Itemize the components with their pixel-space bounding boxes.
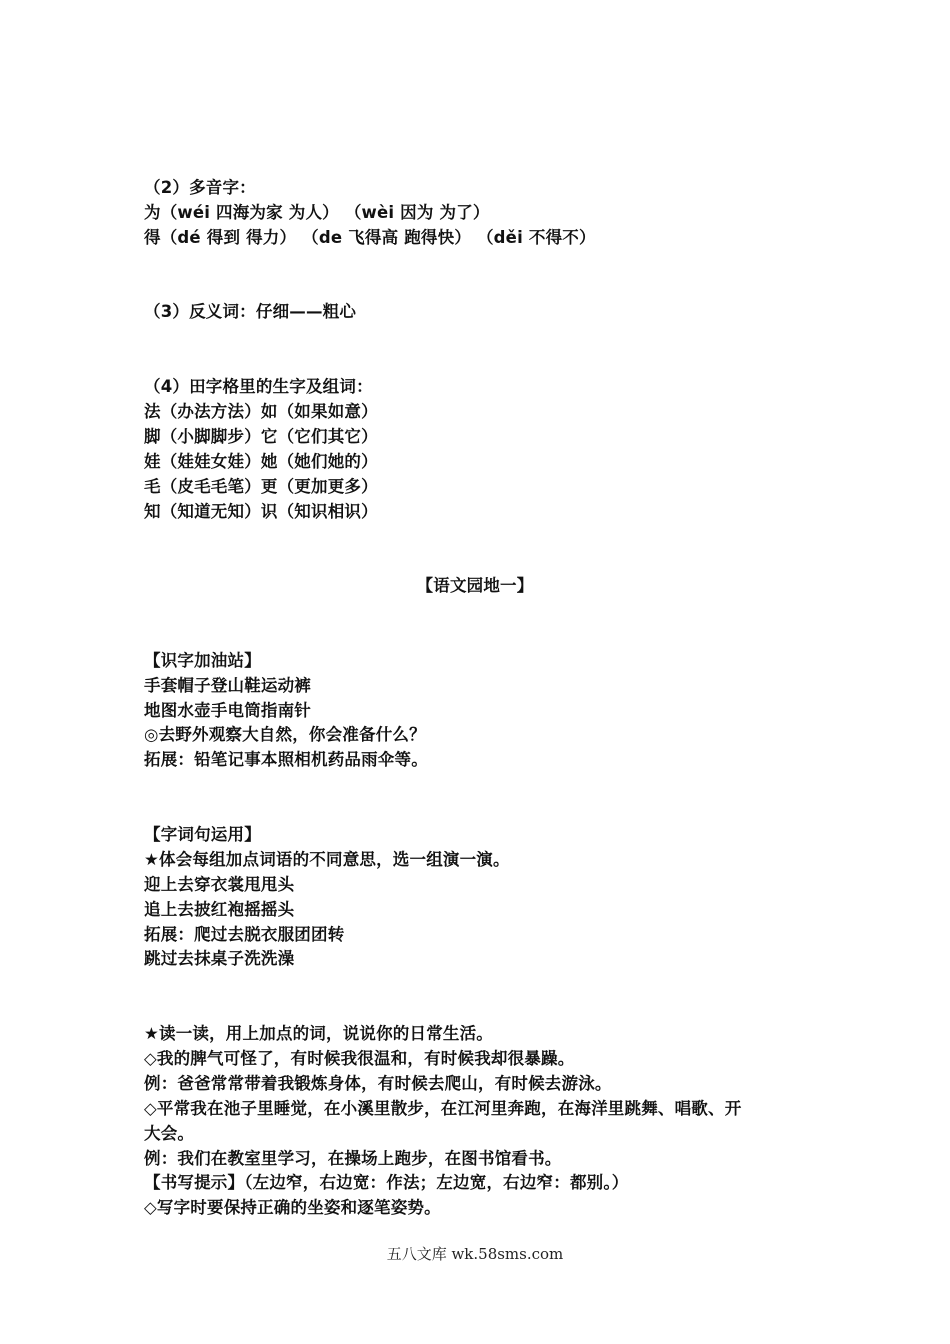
footer-watermark: 五八文库 wk.58sms.com: [386, 1245, 564, 1263]
new-characters-line: 法（办法方法）如（如果如意）: [144, 402, 378, 421]
literacy-line: 拓展：铅笔记事本照相机药品雨伞等。: [144, 750, 428, 769]
garden-title: 【语文园地一】: [416, 576, 534, 595]
literacy-line: 手套帽子登山鞋运动裤: [144, 676, 311, 695]
new-characters-line: 娃（娃娃女娃）她（她们她的）: [144, 452, 378, 471]
new-characters-line: 脚（小脚脚步）它（它们其它）: [144, 427, 378, 446]
literacy-line: ◎去野外观察大自然，你会准备什么？: [144, 725, 426, 744]
reading-line: ◇平常我在池子里睡觉，在小溪里散步，在江河里奔跑，在海洋里跳舞、唱歌、开: [144, 1099, 742, 1118]
reading-line: ◇写字时要保持正确的坐姿和逐笔姿势。: [144, 1198, 441, 1217]
antonym-heading: （3）反义词：仔细——粗心: [144, 302, 357, 321]
literacy-heading: 【识字加油站】: [144, 651, 261, 670]
writing-tip: 【书写提示】（左边窄，右边宽：作法；左边宽，右边窄：都别。）: [144, 1173, 629, 1192]
reading-line: 例：我们在教室里学习，在操场上跑步，在图书馆看书。: [144, 1149, 562, 1168]
reading-line: 例：爸爸常常带着我锻炼身体，有时候去爬山，有时候去游泳。: [144, 1074, 612, 1093]
reading-line: ★读一读，用上加点的词，说说你的日常生活。: [144, 1024, 493, 1043]
polyphonic-line-wei: 为（wéi 四海为家 为人） （wèi 因为 为了）: [144, 203, 490, 222]
literacy-line: 地图水壶手电筒指南针: [144, 701, 311, 720]
usage-heading: 【字词句运用】: [144, 825, 261, 844]
usage-line: 跳过去抹桌子洗洗澡: [144, 949, 295, 968]
usage-line: 追上去披红袍摇摇头: [144, 900, 295, 919]
polyphonic-line-de: 得（dé 得到 得力） （de 飞得高 跑得快） （děi 不得不）: [144, 228, 596, 247]
usage-line: ★体会每组加点词语的不同意思，选一组演一演。: [144, 850, 510, 869]
reading-line: 大会。: [144, 1124, 195, 1143]
new-characters-line: 知（知道无知）识（知识相识）: [144, 502, 378, 521]
usage-line: 迎上去穿衣裳甩甩头: [144, 875, 295, 894]
polyphonic-heading: （2）多音字：: [144, 178, 256, 197]
reading-line: ◇我的脾气可怪了，有时候我很温和，有时候我却很暴躁。: [144, 1049, 575, 1068]
new-characters-heading: （4）田字格里的生字及组词：: [144, 377, 373, 396]
usage-line: 拓展：爬过去脱衣服团团转: [144, 925, 345, 944]
new-characters-line: 毛（皮毛毛笔）更（更加更多）: [144, 477, 378, 496]
